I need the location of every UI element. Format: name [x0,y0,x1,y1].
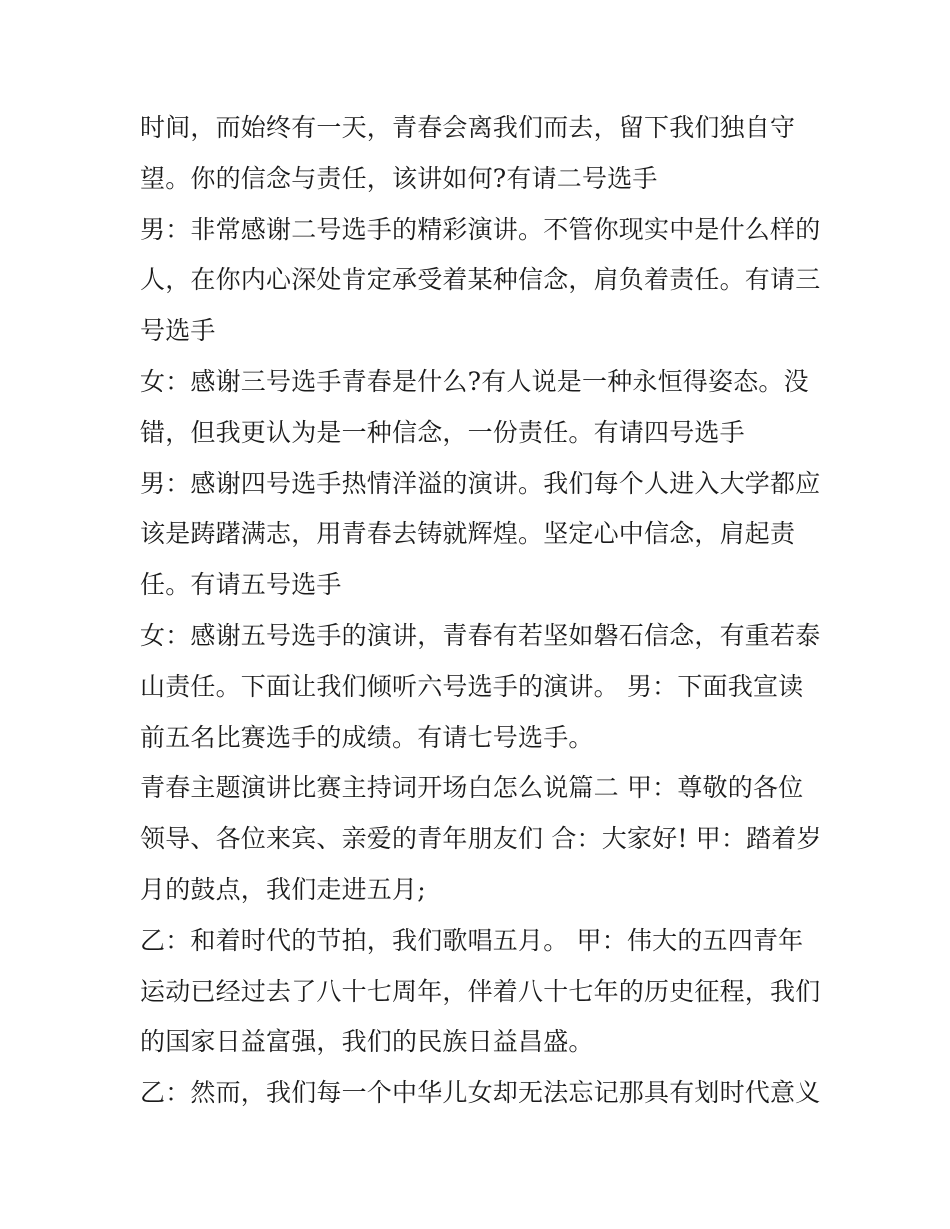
text-line: 任。有请五号选手 [140,570,342,600]
text-line: 错，但我更认为是一种信念，一份责任。有请四号选手 [140,417,745,447]
text-line: 前五名比赛选手的成绩。有请七号选手。 [140,722,594,752]
text-line: 的国家日益富强，我们的民族日益昌盛。 [140,1027,594,1057]
text-line: 女：感谢五号选手的演讲，青春有若坚如磐石信念，有重若泰 [140,620,821,650]
text-line: 人，在你内心深处肯定承受着某种信念，肩负着责任。有请三 [140,265,821,295]
text-line: 月的鼓点，我们走进五月; [140,874,426,904]
text-line: 男：感谢四号选手热情洋溢的演讲。我们每个人进入大学都应 [140,468,821,498]
text-line: 望。你的信念与责任，该讲如何?有请二号选手 [140,163,658,193]
text-line: 山责任。下面让我们倾听六号选手的演讲。 男：下面我宣读 [140,671,804,701]
text-line: 青春主题演讲比赛主持词开场白怎么说篇二 甲：尊敬的各位 [140,773,804,803]
text-line: 号选手 [140,316,216,346]
document-text-body [140,103,830,1119]
text-line: 该是踌躇满志，用青春去铸就辉煌。坚定心中信念，肩起责 [140,519,796,549]
text-line: 时间，而始终有一天，青春会离我们而去，留下我们独自守 [140,113,796,142]
text-line: 男：非常感谢二号选手的精彩演讲。不管你现实中是什么样的 [140,214,821,244]
text-line: 乙：和着时代的节拍，我们歌唱五月。 甲：伟大的五四青年 [140,925,804,955]
text-line: 女：感谢三号选手青春是什么?有人说是一种永恒得姿态。没 [140,366,809,396]
text-line: 领导、各位来宾、亲爱的青年朋友们 合：大家好! 甲：踏着岁 [140,824,822,854]
text-line: 乙：然而，我们每一个中华儿女却无法忘记那具有划时代意义 [140,1078,821,1108]
text-line: 运动已经过去了八十七周年，伴着八十七年的历史征程，我们 [140,976,821,1006]
